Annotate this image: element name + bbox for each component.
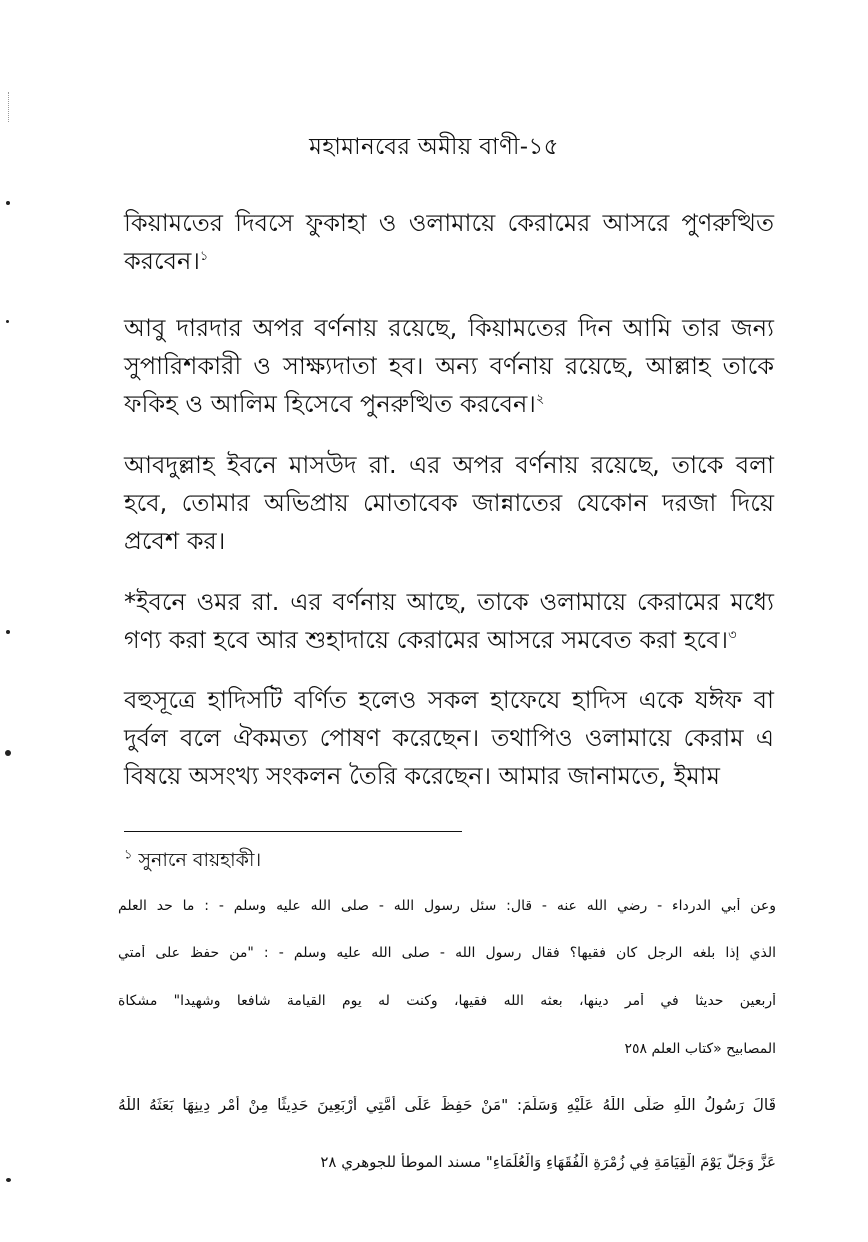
- margin-speck: [6, 630, 10, 634]
- arabic-footnote-line-4: المصابيح «كتاب العلم ٢٥٨: [624, 1041, 776, 1057]
- paragraph-2: [124, 309, 774, 423]
- margin-speck: [6, 1178, 11, 1182]
- footnote-1: [124, 846, 261, 878]
- arabic-footnote-line-2: الذي إذا بلغه الرجل كان فقيها؟ فقال رسول الله - صلى الله عليه وسلم - : "من حفظ على أمتي: [118, 945, 776, 961]
- paragraph-5-text: বহুসূত্রে হাদিসটি বর্ণিত হলেও সকল হাফেযে হাদিস একে যঈফ বা দুর্বল বলে ঐকমত্য পোষণ করেছেন। তথাপিও ওলামায়ে কেরাম এ বিষয়ে অসংখ্য সংকলন তৈরি করেছেন। আমার জানামতে, ইমাম: [124, 686, 774, 790]
- paragraph-5: [124, 681, 774, 795]
- footnote-ref-1: ১: [199, 249, 209, 264]
- paragraph-1: [124, 204, 774, 280]
- paragraph-3: [124, 446, 774, 560]
- margin-speck: [5, 750, 11, 756]
- arabic-footnote-line-1: وعن أبي الدرداء - رضي الله عنه - قال: سئل رسول الله - صلى الله عليه وسلم - : ما حد العلم: [118, 898, 776, 914]
- footnote-ref-2: ২: [535, 392, 545, 407]
- paragraph-4: [124, 583, 774, 659]
- arabic-quote-line-2: عَزَّ وَجَلَّ يَوْمَ الْقِيَامَةِ فِي زُمْرَةِ الْفُقَهَاءِ وَالْعُلَمَاءِ" مسند الموطأ للجوهري ٢٨: [320, 1153, 776, 1171]
- footnote-text: সুনানে বায়হাকী।: [138, 849, 262, 871]
- margin-scan-marks: [8, 92, 10, 122]
- paragraph-1-text: কিয়ামতের দিবসে ফুকাহা ও ওলামায়ে কেরামের আসরে পুণরুত্থিত করবেন।: [124, 209, 774, 275]
- margin-speck: [6, 201, 10, 205]
- footnote-divider: [124, 831, 462, 832]
- margin-speck: [6, 320, 9, 323]
- paragraph-2-text: আবু দারদার অপর বর্ণনায় রয়েছে, কিয়ামতের দিন আমি তার জন্য সুপারিশকারী ও সাক্ষ্যদাতা হব। অন্য বর্ণনায় রয়েছে, আল্লাহ তাকে ফকিহ ও আলিম হিসেবে পুনরুত্থিত করবেন।: [124, 314, 774, 418]
- arabic-quote-line-1: قَالَ رَسُولُ اللّٰهِ صَلَّى اللّٰهُ عَلَيْهِ وَسَلَّمَ: "مَنْ حَفِظَ عَلَى أُمَّتِي أَرْبَعِينَ حَدِيثًا مِنْ أَمْرِ دِينِهَا بَعَثَهُ اللّٰهُ: [118, 1096, 776, 1114]
- arabic-footnote-line-3: أربعين حديثا في أمر دينها، بعثه الله فقيها، وكنت له يوم القيامة شافعا وشهيدا" مشكاة: [118, 993, 776, 1009]
- page-title: মহামানবের অমীয় বাণী-১৫: [309, 134, 559, 160]
- footnote-number: ১: [124, 847, 133, 863]
- paragraph-3-text: আবদুল্লাহ ইবনে মাসউদ রা. এর অপর বর্ণনায় রয়েছে, তাকে বলা হবে, তোমার অভিপ্রায় মোতাবেক জান্নাতের যেকোন দরজা দিয়ে প্রবেশ কর।: [124, 451, 774, 555]
- paragraph-4-text: *ইবনে ওমর রা. এর বর্ণনায় আছে, তাকে ওলামায়ে কেরামের মধ্যে গণ্য করা হবে আর শুহাদায়ে কেরামের আসরে সমবেত করা হবে।: [124, 588, 774, 654]
- footnote-ref-3: ৩: [728, 628, 737, 643]
